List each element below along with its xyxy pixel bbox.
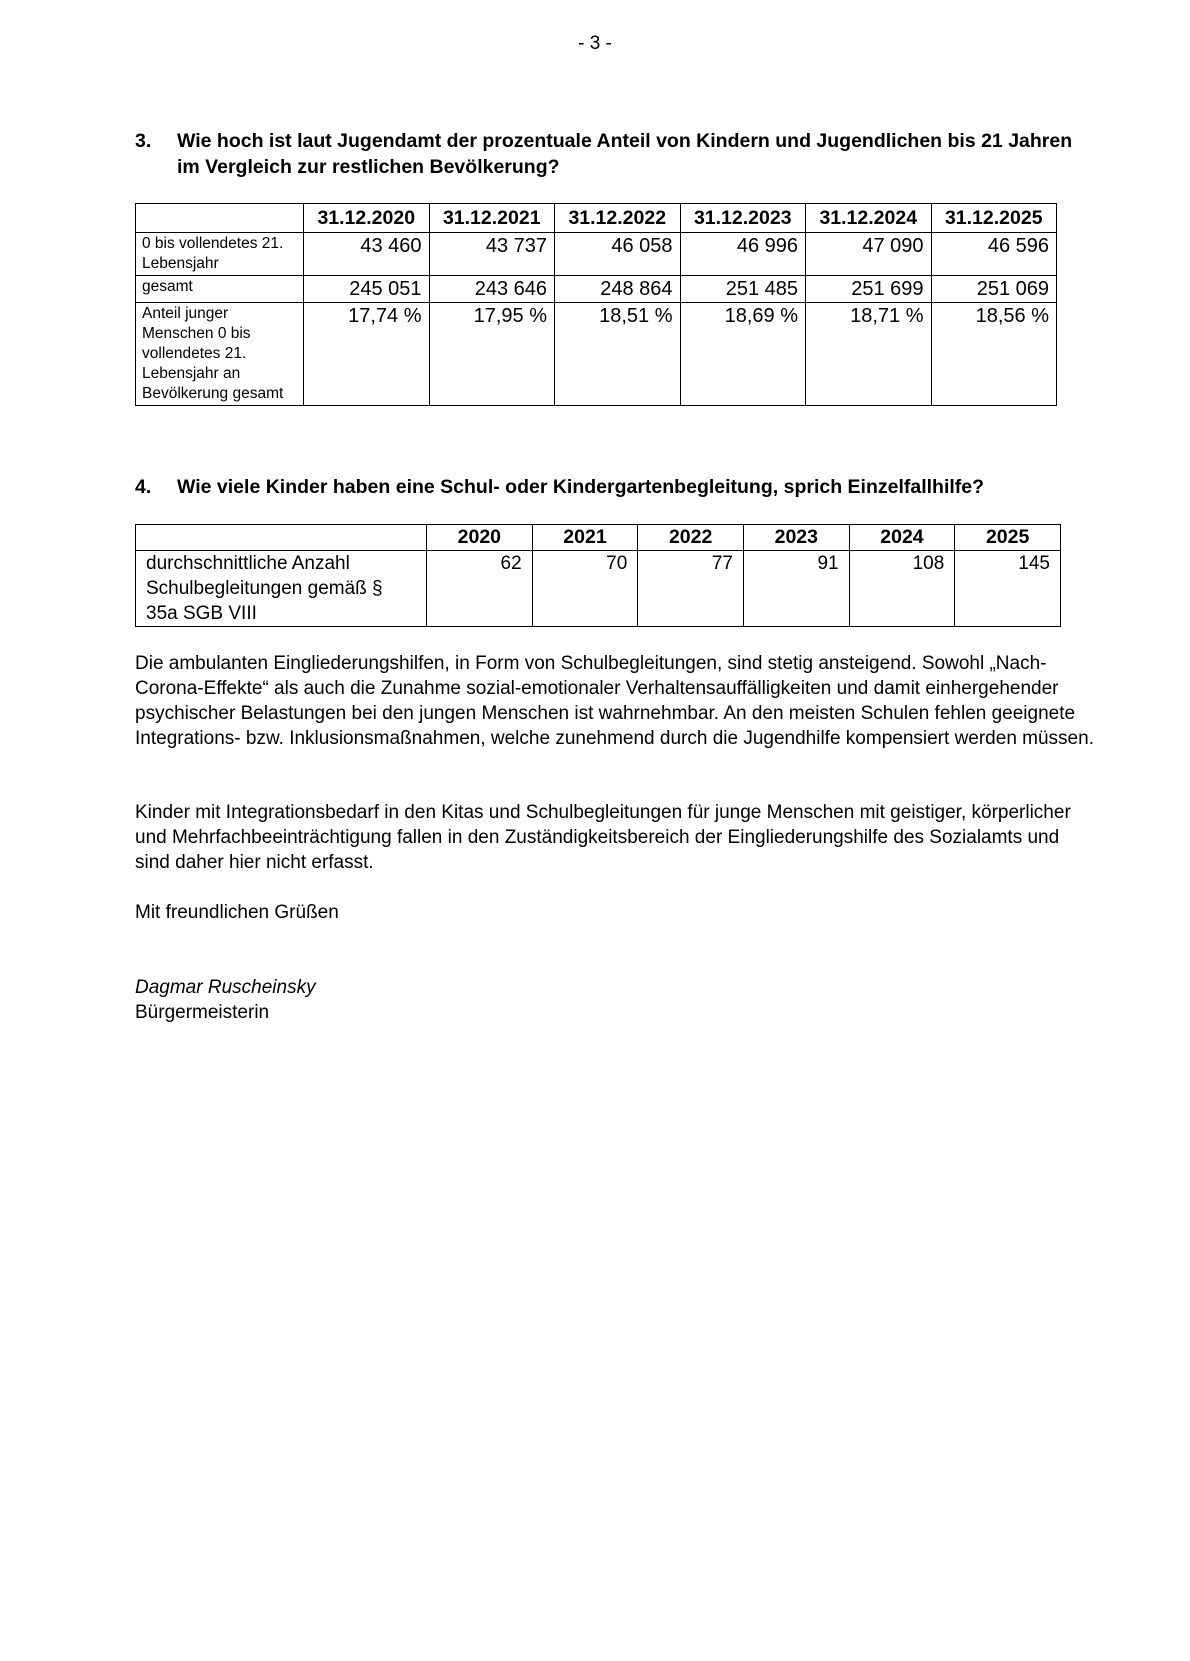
row-label: gesamt bbox=[136, 276, 304, 303]
row-label: 0 bis vollendetes 21. Lebensjahr bbox=[136, 233, 304, 276]
question-text: Wie hoch ist laut Jugendamt der prozentuale Anteil von Kindern und Jugendlichen bis 21 Jahren im Vergleich zur restlichen Bevölkerung? bbox=[177, 130, 1073, 178]
table-header-cell: 31.12.2022 bbox=[555, 204, 681, 233]
table-cell: 145 bbox=[955, 551, 1061, 627]
body-paragraph: Die ambulanten Eingliederungshilfen, in Form von Schulbegleitungen, sind stetig ansteigend. Sowohl „Nach-Corona-Effekte“ als auch die Zunahme sozial-emotionaler Verhaltensauffälligkeiten und damit einhergehender psychischer Belastungen bei den jungen Menschen ist wahrnehmbar. An den meisten Schulen fehlen geeignete Integrations- bzw. Inklusionsmaßnahmen, welche zunehmend durch die Jugendhilfe kompensiert werden müssen. bbox=[135, 653, 1094, 749]
table-header-cell bbox=[136, 204, 304, 233]
table-cell: 251 485 bbox=[680, 276, 806, 303]
table-cell: 70 bbox=[532, 551, 638, 627]
page-number: - 3 - bbox=[578, 33, 612, 54]
table-header-cell: 2021 bbox=[532, 525, 638, 551]
table-cell: 18,56 % bbox=[931, 303, 1057, 406]
table-cell: 43 737 bbox=[429, 233, 555, 276]
table-header-cell: 2023 bbox=[743, 525, 849, 551]
table-cell: 248 864 bbox=[555, 276, 681, 303]
signature-name: Dagmar Ruscheinsky bbox=[135, 977, 316, 998]
closing-greeting: Mit freundlichen Grüßen bbox=[135, 902, 339, 923]
table-header-cell: 31.12.2025 bbox=[931, 204, 1057, 233]
row-label: durchschnittliche Anzahl Schulbegleitungen gemäß § 35a SGB VIII bbox=[136, 551, 427, 627]
table-cell: 43 460 bbox=[304, 233, 430, 276]
table-header-cell bbox=[136, 525, 427, 551]
table-cell: 77 bbox=[638, 551, 744, 627]
table-cell: 251 069 bbox=[931, 276, 1057, 303]
table-cell: 91 bbox=[743, 551, 849, 627]
question-number: 3. bbox=[135, 130, 152, 152]
table-cell: 62 bbox=[427, 551, 533, 627]
table-header-row bbox=[136, 204, 1057, 233]
table-cell: 18,69 % bbox=[680, 303, 806, 406]
table-cell: 17,74 % bbox=[304, 303, 430, 406]
table-cell: 251 699 bbox=[806, 276, 932, 303]
table-row bbox=[136, 276, 1057, 303]
table-header-cell: 31.12.2024 bbox=[806, 204, 932, 233]
question-number: 4. bbox=[135, 476, 152, 498]
table-header-cell: 2022 bbox=[638, 525, 744, 551]
table-cell: 17,95 % bbox=[429, 303, 555, 406]
table-cell: 46 058 bbox=[555, 233, 681, 276]
table-row bbox=[136, 551, 1061, 627]
table-header-cell: 2025 bbox=[955, 525, 1061, 551]
population-share-table bbox=[135, 203, 1057, 406]
row-label: Anteil junger Menschen 0 bis vollendetes 21. Lebensjahr an Bevölkerung gesamt bbox=[136, 303, 304, 406]
signature-title: Bürgermeisterin bbox=[135, 1002, 270, 1023]
body-paragraph: Kinder mit Integrationsbedarf in den Kitas und Schulbegleitungen für junge Menschen mit geistiger, körperlicher und Mehrfachbeeinträchtigung fallen in den Zuständigkeitsbereich der Eingliederungshilfe des Sozialamts und sind daher hier nicht erfasst. bbox=[135, 802, 1071, 873]
question-4-heading bbox=[135, 474, 1075, 500]
table-header-cell: 2024 bbox=[849, 525, 955, 551]
table-header-row bbox=[136, 525, 1061, 551]
table-cell: 243 646 bbox=[429, 276, 555, 303]
table-cell: 46 996 bbox=[680, 233, 806, 276]
table-cell: 18,51 % bbox=[555, 303, 681, 406]
question-3-heading bbox=[135, 128, 1075, 180]
table-row bbox=[136, 233, 1057, 276]
table-cell: 108 bbox=[849, 551, 955, 627]
table-cell: 18,71 % bbox=[806, 303, 932, 406]
table-header-cell: 2020 bbox=[427, 525, 533, 551]
table-cell: 46 596 bbox=[931, 233, 1057, 276]
school-assistance-table bbox=[135, 524, 1061, 627]
table-cell: 47 090 bbox=[806, 233, 932, 276]
table-header-cell: 31.12.2021 bbox=[429, 204, 555, 233]
question-text: Wie viele Kinder haben eine Schul- oder Kindergartenbegleitung, sprich Einzelfallhilfe? bbox=[177, 476, 985, 498]
table-row bbox=[136, 303, 1057, 406]
table-header-cell: 31.12.2023 bbox=[680, 204, 806, 233]
table-header-cell: 31.12.2020 bbox=[304, 204, 430, 233]
table-cell: 245 051 bbox=[304, 276, 430, 303]
